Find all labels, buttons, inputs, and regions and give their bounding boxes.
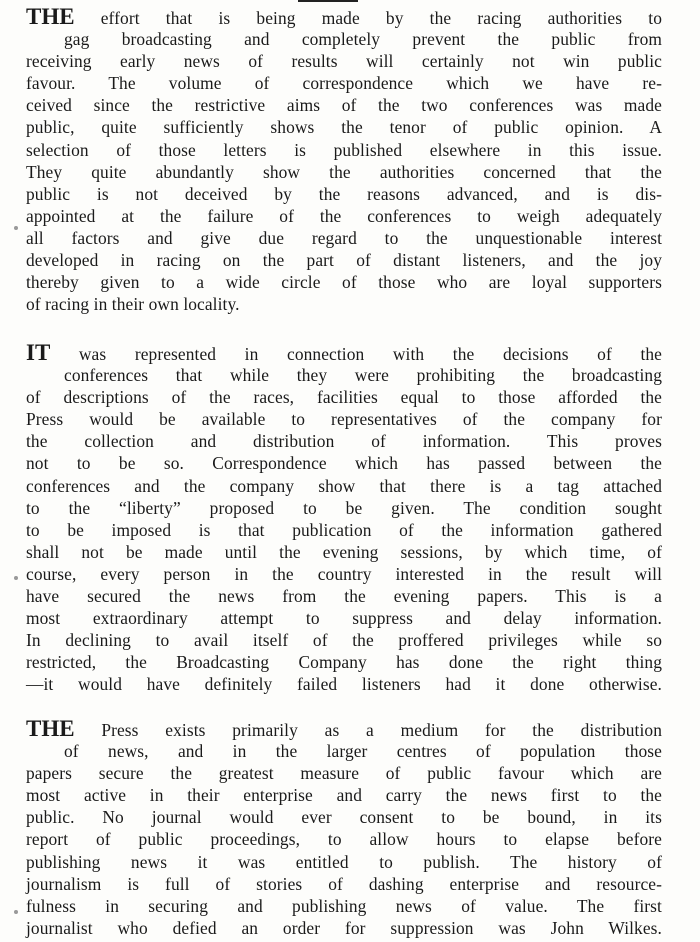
paragraph-line: restricted, the Broadcasting Company has done the right thing <box>26 652 662 673</box>
paragraph-line: course, every person in the country interested in the result will <box>26 563 662 584</box>
drop-cap: THE <box>26 716 75 741</box>
paragraph-line: THE Press exists primarily as a medium for the distribution <box>26 716 662 741</box>
paragraph-line: of news, and in the larger centres of population those <box>64 741 662 762</box>
paragraph-line: of descriptions of the races, facilities equal to those afforded the <box>26 387 662 408</box>
paragraph-line: have secured the news from the evening papers. This is a <box>26 586 662 607</box>
paragraph-line: THE effort that is being made by the racing authorities to <box>26 4 662 29</box>
paragraph-line: They quite abundantly show the authorities concerned that the <box>26 161 662 182</box>
paragraph-line: thereby given to a wide circle of those who are loyal supporters <box>26 272 662 293</box>
paragraph-line: papers secure the greatest measure of public favour which are <box>26 763 662 784</box>
paragraph-3 <box>26 718 662 939</box>
paragraph-line: journalism is full of stories of dashing enterprise and resource- <box>26 873 662 894</box>
paragraph-line: appointed at the failure of the conferences to weigh adequately <box>26 205 662 226</box>
paragraph-line: conferences that while they were prohibiting the broadcasting <box>64 365 662 386</box>
drop-cap: IT <box>26 340 51 365</box>
margin-speck <box>14 910 18 914</box>
paragraph-line: public, quite sufficiently shows the tenor of public opinion. A <box>26 117 662 138</box>
paragraph-line: IT was represented in connection with the decisions of the <box>26 340 662 365</box>
paragraph-line: to the “liberty” proposed to be given. The condition sought <box>26 497 662 518</box>
paragraph-line: most active in their enterprise and carry the news first to the <box>26 785 662 806</box>
top-rule <box>298 0 358 2</box>
paragraph-line: ceived since the restrictive aims of the two conferences was made <box>26 95 662 116</box>
paragraph-line: most extraordinary attempt to suppress and delay information. <box>26 608 662 629</box>
paragraph-line: journalist who defied an order for suppression was John Wilkes. <box>26 917 662 938</box>
paragraph-line: to be imposed is that publication of the information gathered <box>26 519 662 540</box>
paragraph-line: fulness in securing and publishing news of value. The first <box>26 895 662 916</box>
paragraph-line: receiving early news of results will certainly not win public <box>26 51 662 72</box>
paragraph-2 <box>26 342 662 696</box>
paragraph-line: public. No journal would ever consent to be bound, in its <box>26 807 662 828</box>
margin-speck <box>14 576 18 580</box>
paragraph-line: of racing in their own locality. <box>26 294 240 315</box>
paragraph-line: shall not be made until the evening sessions, by which time, of <box>26 541 662 562</box>
paragraph-line: gag broadcasting and completely prevent the public from <box>64 29 662 50</box>
drop-cap: THE <box>26 4 75 29</box>
paragraph-line: favour. The volume of correspondence which we have re- <box>26 73 662 94</box>
paragraph-1 <box>26 6 662 315</box>
paragraph-line: developed in racing on the part of distant listeners, and the joy <box>26 250 662 271</box>
paragraph-line: public is not deceived by the reasons advanced, and is dis- <box>26 183 662 204</box>
margin-speck <box>14 226 18 230</box>
paragraph-line: In declining to avail itself of the proffered privileges while so <box>26 630 662 651</box>
paragraph-line: publishing news it was entitled to publish. The history of <box>26 851 662 872</box>
paragraph-line: all factors and give due regard to the unquestionable interest <box>26 227 662 248</box>
paragraph-line: the collection and distribution of information. This proves <box>26 431 662 452</box>
paragraph-line: report of public proceedings, to allow hours to elapse before <box>26 829 662 850</box>
paragraph-line: not to be so. Correspondence which has passed between the <box>26 453 662 474</box>
paragraph-line: conferences and the company show that there is a tag attached <box>26 475 662 496</box>
paragraph-line: Press would be available to representatives of the company for <box>26 409 662 430</box>
paragraph-line: selection of those letters is published elsewhere in this issue. <box>26 139 662 160</box>
paragraph-line: —it would have definitely failed listeners had it done otherwise. <box>26 674 662 695</box>
